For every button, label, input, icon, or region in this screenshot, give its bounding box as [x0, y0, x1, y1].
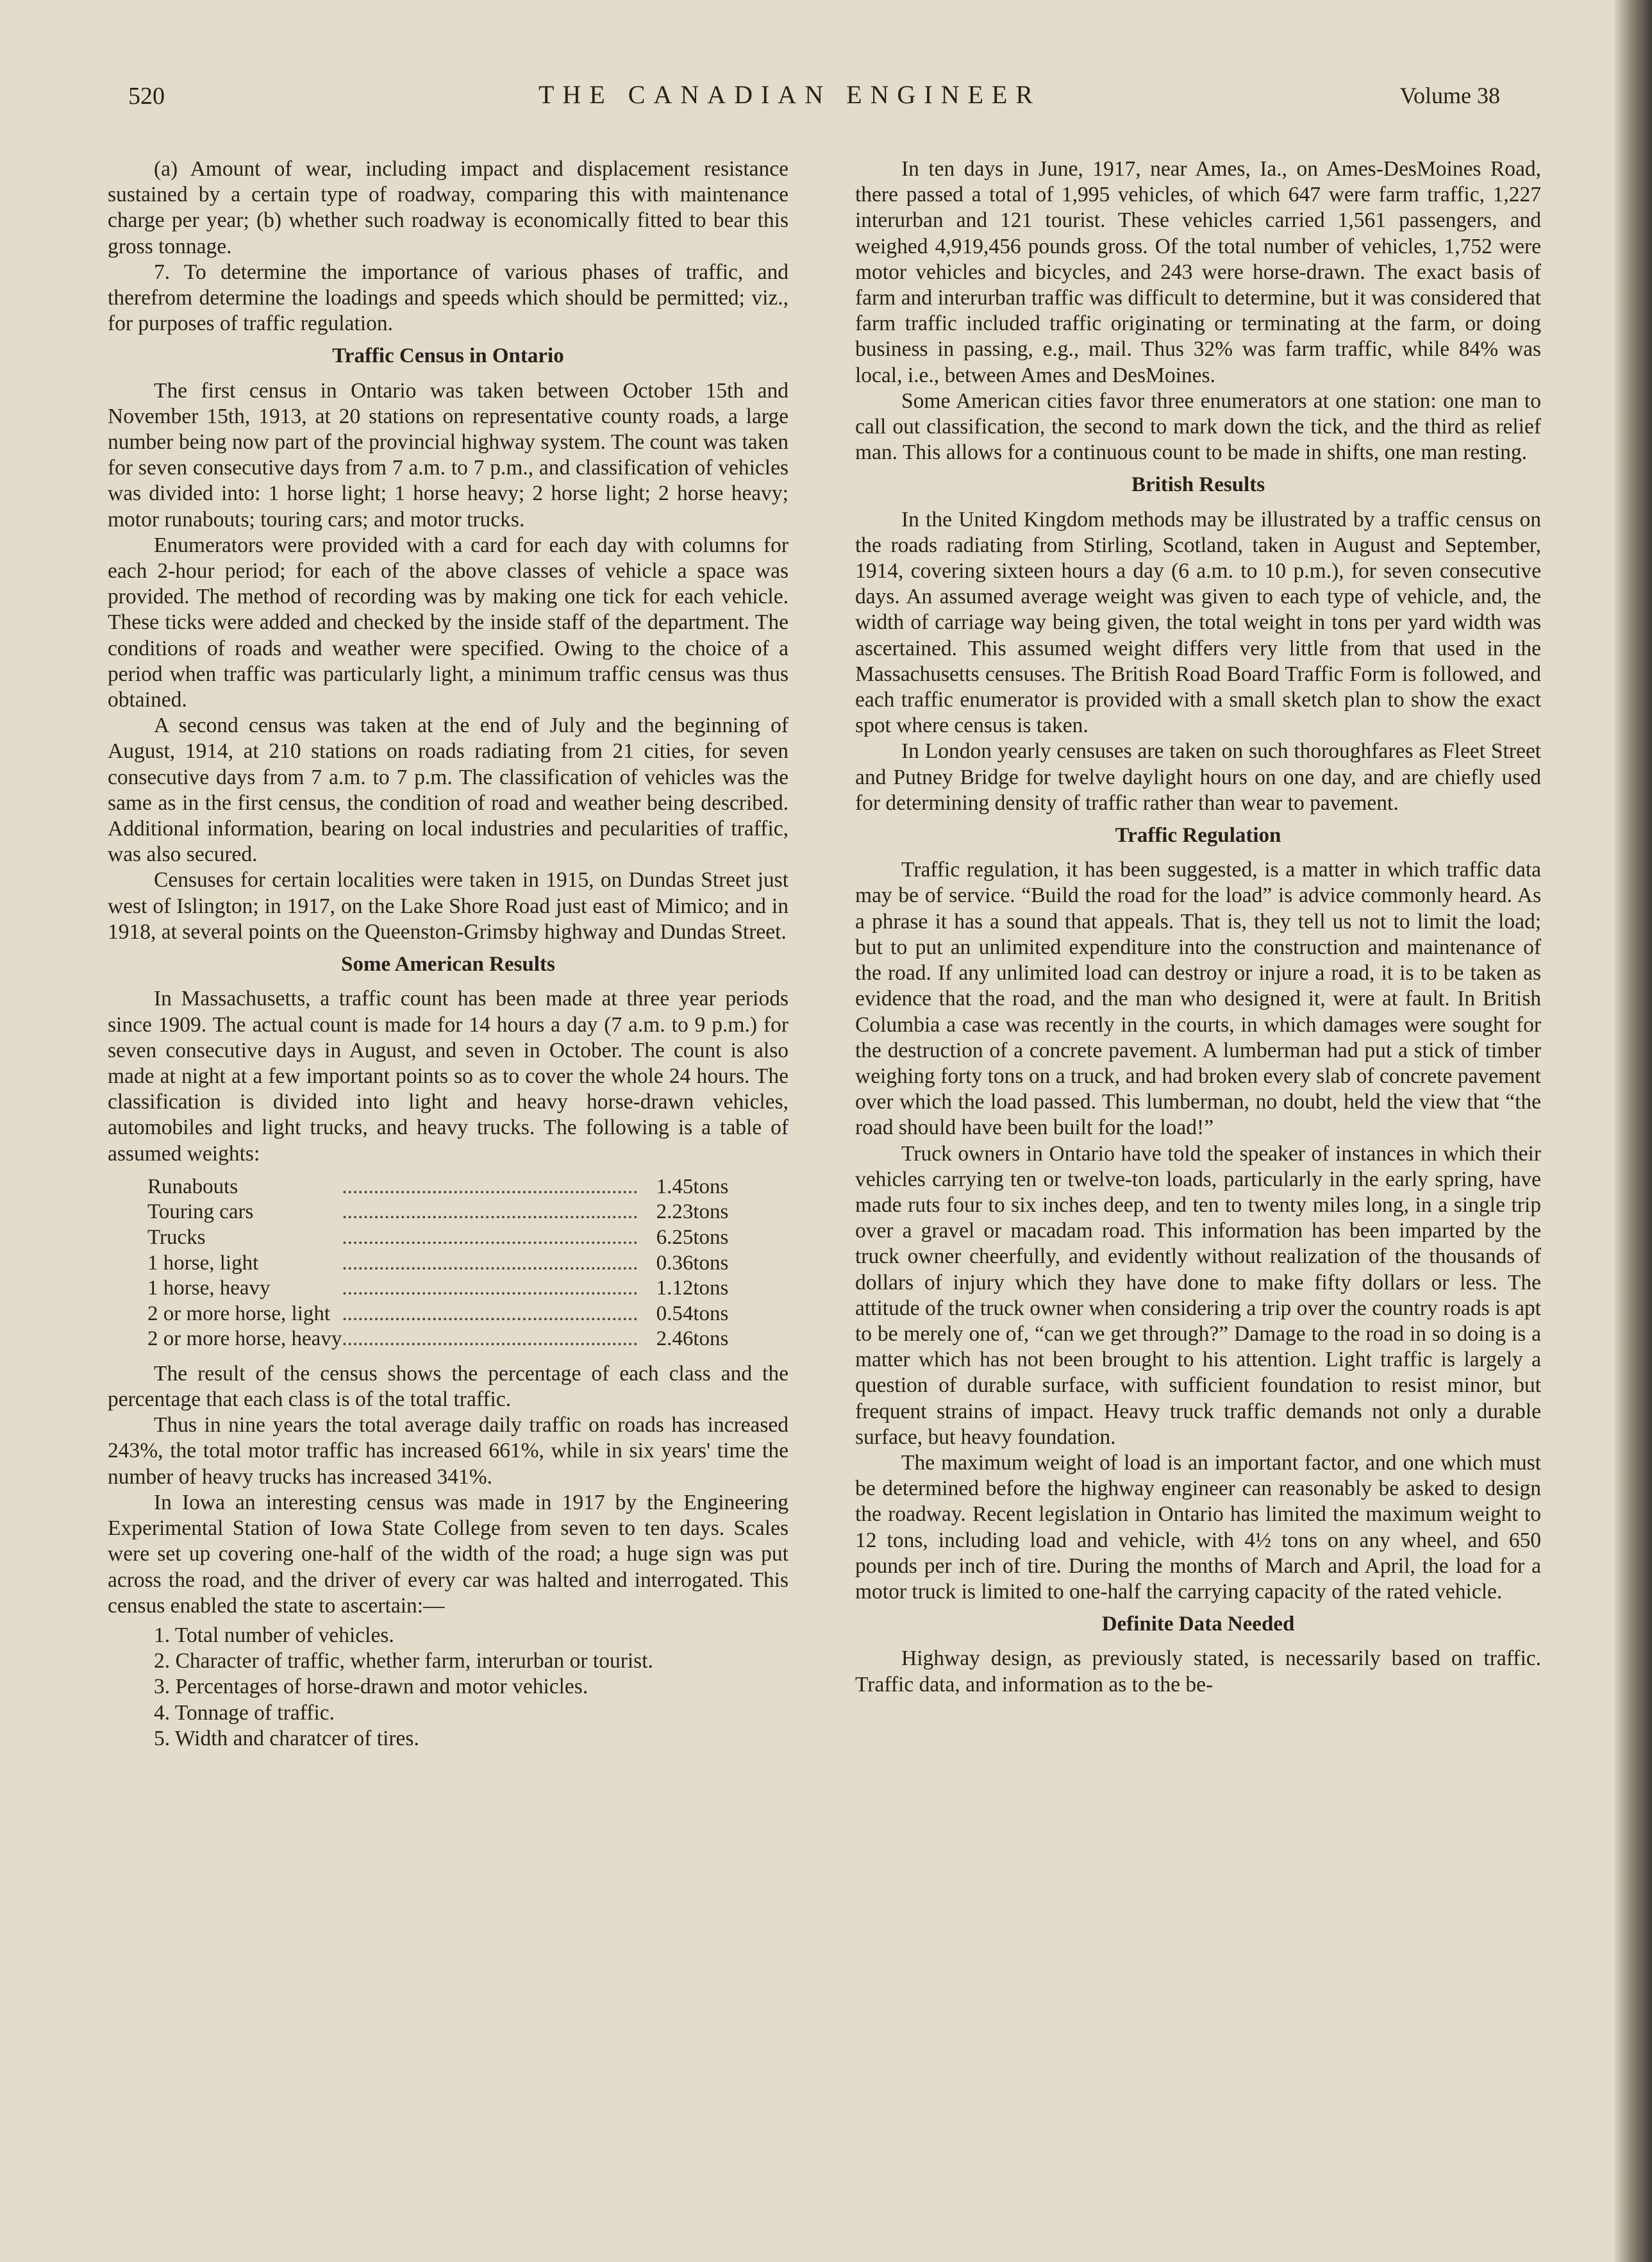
weight-class: 2 or more horse, heavy: [147, 1327, 342, 1351]
leader-dots: ........................................................: [342, 1175, 638, 1198]
paragraph: Some American cities favor three enumerators at one station: one man to call out classification, the second to mark down the tick, and the third as relief man. This allows for a continuous count to be made in shifts, one man resting.: [855, 389, 1541, 465]
leader-dots: ........................................................: [342, 1327, 638, 1351]
leader-dots: ........................................................: [342, 1200, 638, 1224]
paragraph: Truck owners in Ontario have told the speaker of instances in which their vehicles carrying ten or twelve-ton loads, particularly in the early spring, have made ruts four to six inches deep, and ten to twenty miles long, in a single trip over a gravel or macadam road. This information has been imparted by the truck owner cheerfully, and evidently without realization of the thousands of dollars of injury which they have done to make fifty dollars or less. The attitude of the truck owner when considering a trip over the country roads is apt to be merely one of, “can we get through?” Damage to the road in so doing is a matter which has not been brought to his attention. Light traffic is largely a question of durable surface, with sufficient foundation to resist minor, but frequent strains of impact. Heavy truck traffic demands not only a durable surface, but heavy foundation.: [855, 1141, 1541, 1449]
weight-class: 1 horse, light: [147, 1251, 259, 1275]
paragraph: The result of the census shows the percentage of each class and the percentage that each class is of the total traffic.: [108, 1361, 788, 1412]
list-item: 3. Percentages of horse-drawn and motor vehicles.: [154, 1675, 588, 1699]
weight-unit: tons: [693, 1277, 729, 1300]
section-heading-ontario: Traffic Census in Ontario: [332, 344, 564, 368]
weight-class: Touring cars: [147, 1200, 254, 1224]
table-row: [147, 1327, 751, 1352]
paragraph: 7. To determine the importance of various phases of traffic, and therefrom determine the loadings and speeds which should be permitted; viz., for purposes of traffic regulation.: [108, 260, 788, 336]
weight-unit: tons: [693, 1302, 729, 1325]
leader-dots: ........................................................: [342, 1277, 638, 1300]
paragraph: In the United Kingdom methods may be illustrated by a traffic census on the roads radiating from Stirling, Scotland, taken in August and September, 1914, covering sixteen hours a day (6 a.m. to 10 p.m.), for seven consecutive days. An assumed average weight was given to each type of vehicle, and, the width of carriage way being given, the total weight in tons per yard width was ascertained. This assumed weight differs very little from that used in the Massachusetts censuses. The British Road Board Traffic Form is followed, and each traffic enumerator is provided with a small sketch plan to show the exact spot where census is taken.: [855, 507, 1541, 738]
right-column: [855, 156, 1541, 1698]
section-heading-regulation: Traffic Regulation: [1115, 824, 1281, 848]
paragraph: In ten days in June, 1917, near Ames, Ia., on Ames-DesMoines Road, there passed a total of 1,995 vehicles, of which 647 were farm traffic, 1,227 interurban and 121 tourist. These vehicles carried 1,561 passengers, and weighed 4,919,456 pounds gross. Of the total number of vehicles, 1,752 were motor vehicles and bicycles, and 243 were horse-drawn. The exact basis of farm and interurban traffic was difficult to determine, but it was considered that farm traffic included traffic originating or terminating at the farm, or doing business in passing, e.g., mail. Thus 32% was farm traffic, while 84% was local, i.e., between Ames and DesMoines.: [855, 157, 1541, 387]
census-items-list: [108, 1623, 788, 1752]
paragraph: (a) Amount of wear, including impact and displacement resistance sustained by a certain type of roadway, comparing this with maintenance charge per year; (b) whether such roadway is economically fitted to bear this gross tonnage.: [108, 157, 788, 258]
page-number: 520: [128, 83, 165, 110]
section-heading-definite: Definite Data Needed: [1101, 1613, 1295, 1636]
weight-class: Runabouts: [147, 1175, 238, 1198]
weight-unit: tons: [693, 1251, 729, 1275]
weight-value: 6.25: [656, 1225, 694, 1249]
weight-class: Trucks: [147, 1225, 206, 1249]
volume-label: Volume 38: [1399, 83, 1500, 108]
paragraph: Traffic regulation, it has been suggested, is a matter in which traffic data may be of service. “Build the road for the load” is advice commonly heard. As a phrase it has a sound that appeals. That is, they tell us not to limit the load; but to put an unlimited expenditure into the construction and maintenance of the road. If any unlimited load can destroy or injure a road, it is to be taken as evidence that the road, and the man who designed it, were at fault. In British Columbia a case was recently in the courts, in which damages were sought for the destruction of a concrete pavement. A lumberman had put a stick of timber weighing forty tons on a truck, and had broken every slab of concrete pavement over which the load passed. This lumberman, no doubt, held the view that “the road should have been built for the load!”: [855, 858, 1541, 1140]
weight-value: 0.54: [656, 1302, 694, 1325]
table-row: [147, 1175, 751, 1200]
list-item: 5. Width and charatcer of tires.: [154, 1726, 419, 1750]
weight-value: 0.36: [656, 1251, 694, 1275]
leader-dots: ........................................................: [342, 1251, 638, 1275]
list-item: 2. Character of traffic, whether farm, interurban or tourist.: [154, 1649, 653, 1673]
leader-dots: ........................................................: [342, 1302, 638, 1325]
section-heading-british: British Results: [1131, 473, 1265, 497]
paragraph: The maximum weight of load is an important factor, and one which must be determined before the highway engineer can reasonably be asked to design the roadway. Recent legislation in Ontario has limited the maximum weight to 12 tons, including load and vehicle, with 4½ tons on any wheel, and 650 pounds per inch of tire. During the months of March and April, the load for a motor truck is limited to one-half the carrying capacity of the rated vehicle.: [855, 1450, 1541, 1604]
table-row: [147, 1276, 751, 1302]
weight-value: 2.46: [656, 1327, 694, 1351]
paragraph: Censuses for certain localities were taken in 1915, on Dundas Street just west of Islington; in 1917, on the Lake Shore Road just east of Mimico; and in 1918, at several points on the Queenston-Grimsby highway and Dundas Street.: [108, 868, 788, 944]
leader-dots: ........................................................: [342, 1225, 638, 1249]
page-header: [128, 82, 1500, 121]
paragraph: Highway design, as previously stated, is necessarily based on traffic. Traffic data, and information as to the be-: [855, 1646, 1541, 1696]
paragraph: A second census was taken at the end of July and the beginning of August, 1914, at 210 stations on roads radiating from 21 cities, for seven consecutive days from 7 a.m. to 7 p.m. The classification of vehicles was the same as in the first census, the condition of road and weather being described. Additional information, bearing on local industries and pecularities of traffic, was also secured.: [108, 714, 788, 867]
journal-title: THE CANADIAN ENGINEER: [538, 80, 1042, 109]
table-row: [147, 1200, 751, 1225]
weight-unit: tons: [693, 1225, 729, 1249]
paragraph: Thus in nine years the total average daily traffic on roads has increased 243%, the total motor traffic has increased 661%, while in six years' time the number of heavy trucks has increased 341%.: [108, 1413, 788, 1489]
weight-unit: tons: [693, 1327, 729, 1351]
paragraph: In Iowa an interesting census was made in 1917 by the Engineering Experimental Station of Iowa State College from seven to ten days. Scales were set up covering one-half of the width of the road; a huge sign was put across the road, and the driver of every car was halted and interrogated. This census enabled the state to ascertain:—: [108, 1490, 788, 1618]
section-heading-american: Some American Results: [341, 953, 555, 976]
table-row: [147, 1302, 751, 1327]
binding-shadow: [1615, 0, 1652, 2262]
weight-class: 1 horse, heavy: [147, 1277, 271, 1300]
weight-unit: tons: [693, 1175, 729, 1198]
paragraph: In London yearly censuses are taken on such thoroughfares as Fleet Street and Putney Bridge for twelve daylight hours on one day, and are chiefly used for determining density of traffic rather than wear to pavement.: [855, 739, 1541, 815]
weight-class: 2 or more horse, light: [147, 1302, 331, 1325]
table-row: [147, 1225, 751, 1251]
paragraph: The first census in Ontario was taken between October 15th and November 15th, 1913, at 20 stations on representative county roads, a large number being now part of the provincial highway system. The count was taken for seven consecutive days from 7 a.m. to 7 p.m., and classification of vehicles was divided into: 1 horse light; 1 horse heavy; 2 horse light; 2 horse heavy; motor runabouts; touring cars; and motor trucks.: [108, 378, 788, 532]
list-item: 1. Total number of vehicles.: [154, 1623, 394, 1647]
assumed-weights-table: [147, 1175, 751, 1352]
weight-value: 1.12: [656, 1277, 694, 1300]
paragraph: Enumerators were provided with a card for each day with columns for each 2-hour period; for each of the above classes of vehicle a space was provided. The method of recording was by making one tick for each vehicle. These ticks were added and checked by the inside staff of the department. The conditions of roads and weather were specified. Owing to the choice of a period when traffic was particularly light, a minimum traffic census was thus obtained.: [108, 533, 788, 712]
left-column: [108, 156, 788, 1752]
weight-value: 1.45: [656, 1175, 694, 1198]
list-item: 4. Tonnage of traffic.: [154, 1700, 335, 1725]
paragraph: In Massachusetts, a traffic count has been made at three year periods since 1909. The actual count is made for 14 hours a day (7 a.m. to 9 p.m.) for seven consecutive days in August, and seven in October. The count is also made at night at a few important points so as to cover the whole 24 hours. The classification is divided into light and heavy horse-drawn vehicles, automobiles and light trucks, and heavy trucks. The following is a table of assumed weights:: [108, 987, 788, 1166]
table-row: [147, 1251, 751, 1277]
weight-value: 2.23: [656, 1200, 694, 1224]
weight-unit: tons: [693, 1200, 729, 1224]
